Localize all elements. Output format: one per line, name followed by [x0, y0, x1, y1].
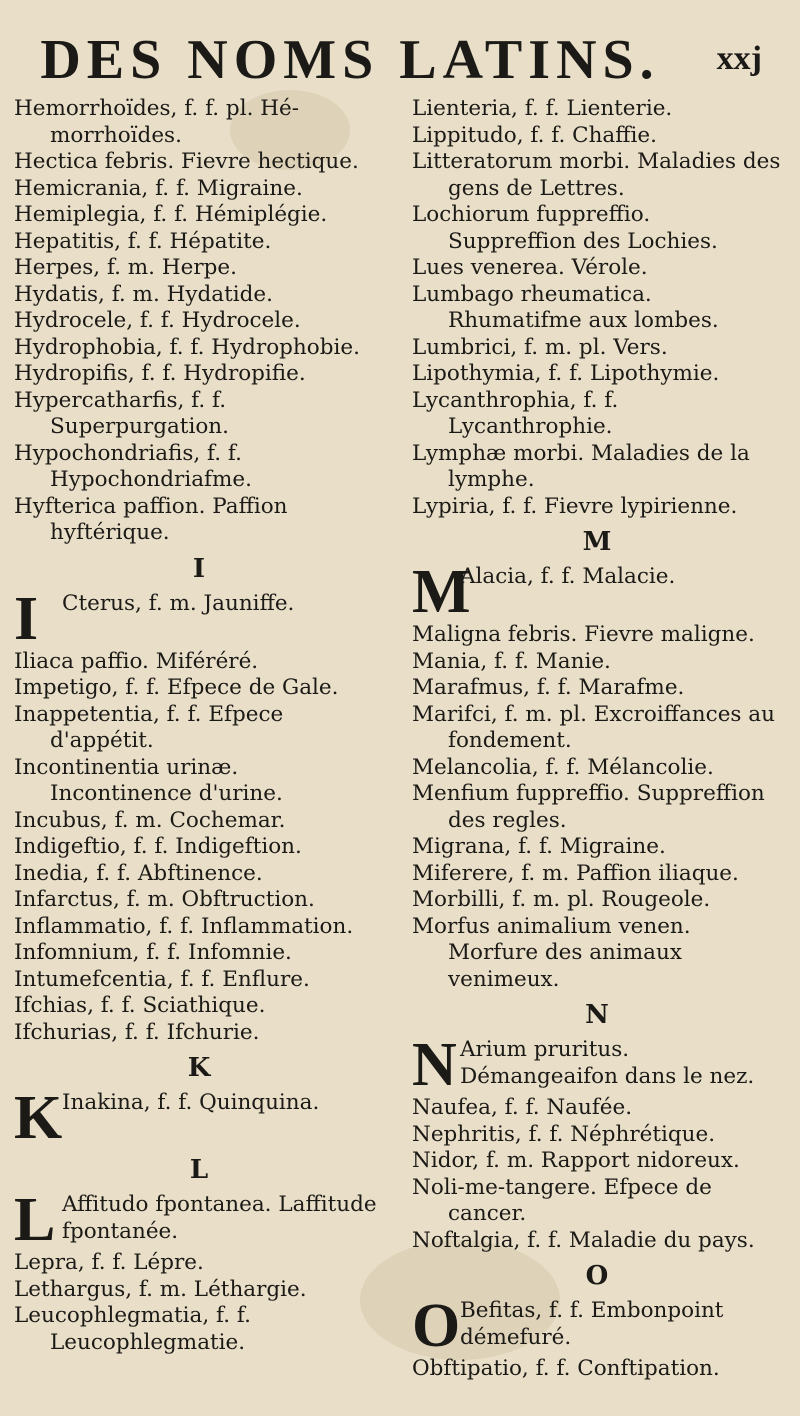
glossary-entry: Noftalgia, f. f. Maladie du pays. [412, 1227, 755, 1253]
glossary-entry: Infomnium, f. f. Infomnie. [14, 940, 292, 965]
glossary-entry: Nidor, f. m. Rapport nidoreux. [412, 1148, 740, 1173]
glossary-entry: Naufea, f. f. Naufée. [412, 1095, 633, 1120]
glossary-entry: Iliaca paffio. Miféréré. [14, 648, 259, 674]
glossary-entry: Ifchurias, f. f. Ifchurie. [14, 1019, 260, 1045]
entries-l [14, 1250, 384, 1356]
running-header [0, 30, 800, 90]
dropcap-entry-k [14, 1084, 384, 1152]
glossary-entry: Infarctus, f. m. Obftruction. [14, 887, 315, 912]
glossary-entry: Migrana, f. f. Migraine. [412, 834, 666, 859]
glossary-entry: Incontinentia urinæ. Incontinence d'urine. [14, 754, 283, 806]
glossary-entry: Hydatis, f. m. Hydatide. [14, 281, 273, 307]
glossary-entry: Hemicrania, f. f. Migraine. [14, 175, 303, 201]
dropcap-entry-o [412, 1292, 782, 1360]
glossary-entry: Lumbrici, f. m. pl. Vers. [412, 334, 668, 360]
glossary-entry: Inappetentia, f. f. Efpece d'appétit. [14, 701, 284, 753]
glossary-entry: Hydrocele, f. f. Hydrocele. [14, 308, 301, 333]
entries-l-cont [412, 96, 782, 520]
page-number: xxj [716, 40, 762, 77]
glossary-entry: Lochiorum fuppreffio. Suppreffion des Lochies. [412, 202, 718, 254]
glossary-entry: Hyfterica paffion. Paffion hyftérique. [14, 493, 288, 545]
glossary-entry: Incubus, f. m. Cochemar. [14, 807, 286, 833]
dropcap-text-l: Affitudo fpontanea. Laffitude fpontanée. [62, 1192, 377, 1244]
glossary-entry: Noli-me-tangere. Efpece de cancer. [412, 1174, 712, 1226]
dropcap-entry-n [412, 1031, 782, 1099]
entries-n [412, 1095, 782, 1254]
section-letter-l: L [189, 1155, 209, 1185]
glossary-entry: Hemiplegia, f. f. Hémiplégie. [14, 202, 328, 227]
dropcap-text-o: Befitas, f. f. Embonpoint démefuré. [460, 1298, 724, 1350]
glossary-entry: Lypiria, f. f. Fievre lypirienne. [412, 493, 738, 519]
dropcap-l: L [14, 1186, 56, 1254]
dropcap-text-m: Alacia, f. f. Malacie. [460, 564, 676, 589]
dropcap-k: K [14, 1084, 63, 1152]
glossary-entry: Hectica febris. Fievre hectique. [14, 149, 359, 174]
glossary-entry: Maligna febris. Fievre maligne. [412, 622, 755, 647]
entries-o [412, 1356, 782, 1383]
glossary-entry: Inflammatio, f. f. Inflammation. [14, 913, 354, 939]
glossary-entry: Hypercatharfis, f. f. Superpurgation. [14, 387, 229, 439]
glossary-entry: Impetigo, f. f. Efpece de Gale. [14, 675, 339, 700]
dropcap-m: M [412, 558, 471, 626]
glossary-entry: Lienteria, f. f. Lienterie. [412, 96, 673, 121]
dropcap-text-n: Arium pruritus. Démangeaifon dans le nez. [460, 1037, 755, 1089]
dropcap-entry-l [14, 1186, 384, 1254]
dropcap-i: I [14, 584, 39, 653]
glossary-entry: Hepatitis, f. f. Hépatite. [14, 228, 272, 254]
glossary-entry: Menfium fuppreffio. Suppreffion des regles. [412, 781, 765, 833]
glossary-entry: Inedia, f. f. Abftinence. [14, 860, 263, 886]
glossary-entry: Morbilli, f. m. pl. Rougeole. [412, 887, 711, 912]
dropcap-text-i: Cterus, f. m. Jauniffe. [62, 590, 295, 616]
glossary-entry: Intumefcentia, f. f. Enflure. [14, 966, 310, 992]
dropcap-entry-i [14, 584, 384, 653]
glossary-entry: Miferere, f. m. Paffion iliaque. [412, 860, 739, 886]
glossary-entry: Morfus animalium venen. Morfure des animaux venimeux. [412, 913, 691, 992]
dropcap-n: N [412, 1031, 457, 1099]
glossary-entry: Herpes, f. m. Herpe. [14, 255, 237, 280]
glossary-entry: Mania, f. f. Manie. [412, 648, 611, 674]
glossary-entry: Hemorrhoïdes, f. f. pl. Hé-morrhoïdes. [14, 96, 299, 148]
glossary-entry: Lymphæ morbi. Maladies de la lymphe. [412, 440, 750, 492]
glossary-entry: Lipothymia, f. f. Lipothymie. [412, 361, 720, 386]
header-title: DES NOMS LATINS. [40, 29, 660, 91]
entries-m [412, 622, 782, 993]
glossary-entry: Lepra, f. f. Lépre. [14, 1250, 204, 1275]
glossary-entry: Melancolia, f. f. Mélancolie. [412, 754, 714, 780]
glossary-entry: Marifci, f. m. pl. Excroiffances au fondement. [412, 701, 775, 753]
section-letter-m: M [582, 527, 612, 557]
left-column [14, 96, 384, 1356]
glossary-entry: Lycanthrophia, f. f. Lycanthrophie. [412, 387, 619, 439]
glossary-entry: Litteratorum morbi. Maladies des gens de Lettres. [412, 149, 781, 201]
section-letter-k: K [187, 1053, 211, 1083]
glossary-entry: Lumbago rheumatica. Rhumatifme aux lombes. [412, 281, 719, 333]
glossary-entry: Lethargus, f. m. Léthargie. [14, 1276, 307, 1302]
entries-h [14, 96, 384, 547]
glossary-entry: Obftipatio, f. f. Conftipation. [412, 1356, 720, 1381]
section-letter-n: N [585, 1000, 609, 1030]
glossary-entry: Lippitudo, f. f. Chaffie. [412, 122, 657, 148]
glossary-entry: Lues venerea. Vérole. [412, 255, 648, 280]
glossary-entry: Ifchias, f. f. Sciathique. [14, 993, 266, 1018]
glossary-entry: Hydropifis, f. f. Hydropifie. [14, 361, 306, 386]
section-letter-i: I [192, 553, 206, 584]
section-letter-o: O [585, 1261, 609, 1291]
glossary-entry: Hypochondriafis, f. f. Hypochondriafme. [14, 440, 252, 492]
right-column [412, 96, 782, 1383]
glossary-entry: Nephritis, f. f. Néphrétique. [412, 1121, 716, 1147]
glossary-entry: Indigeftio, f. f. Indigeftion. [14, 834, 302, 859]
glossary-entry: Leucophlegmatia, f. f. Leucophlegmatie. [14, 1303, 251, 1355]
glossary-entry: Marafmus, f. f. Marafme. [412, 675, 685, 700]
dropcap-o: O [412, 1292, 461, 1360]
entries-i [14, 649, 384, 1047]
glossary-entry: Hydrophobia, f. f. Hydrophobie. [14, 334, 360, 360]
dropcap-entry-m [412, 558, 782, 626]
dropcap-text-k: Inakina, f. f. Quinquina. [62, 1090, 320, 1115]
